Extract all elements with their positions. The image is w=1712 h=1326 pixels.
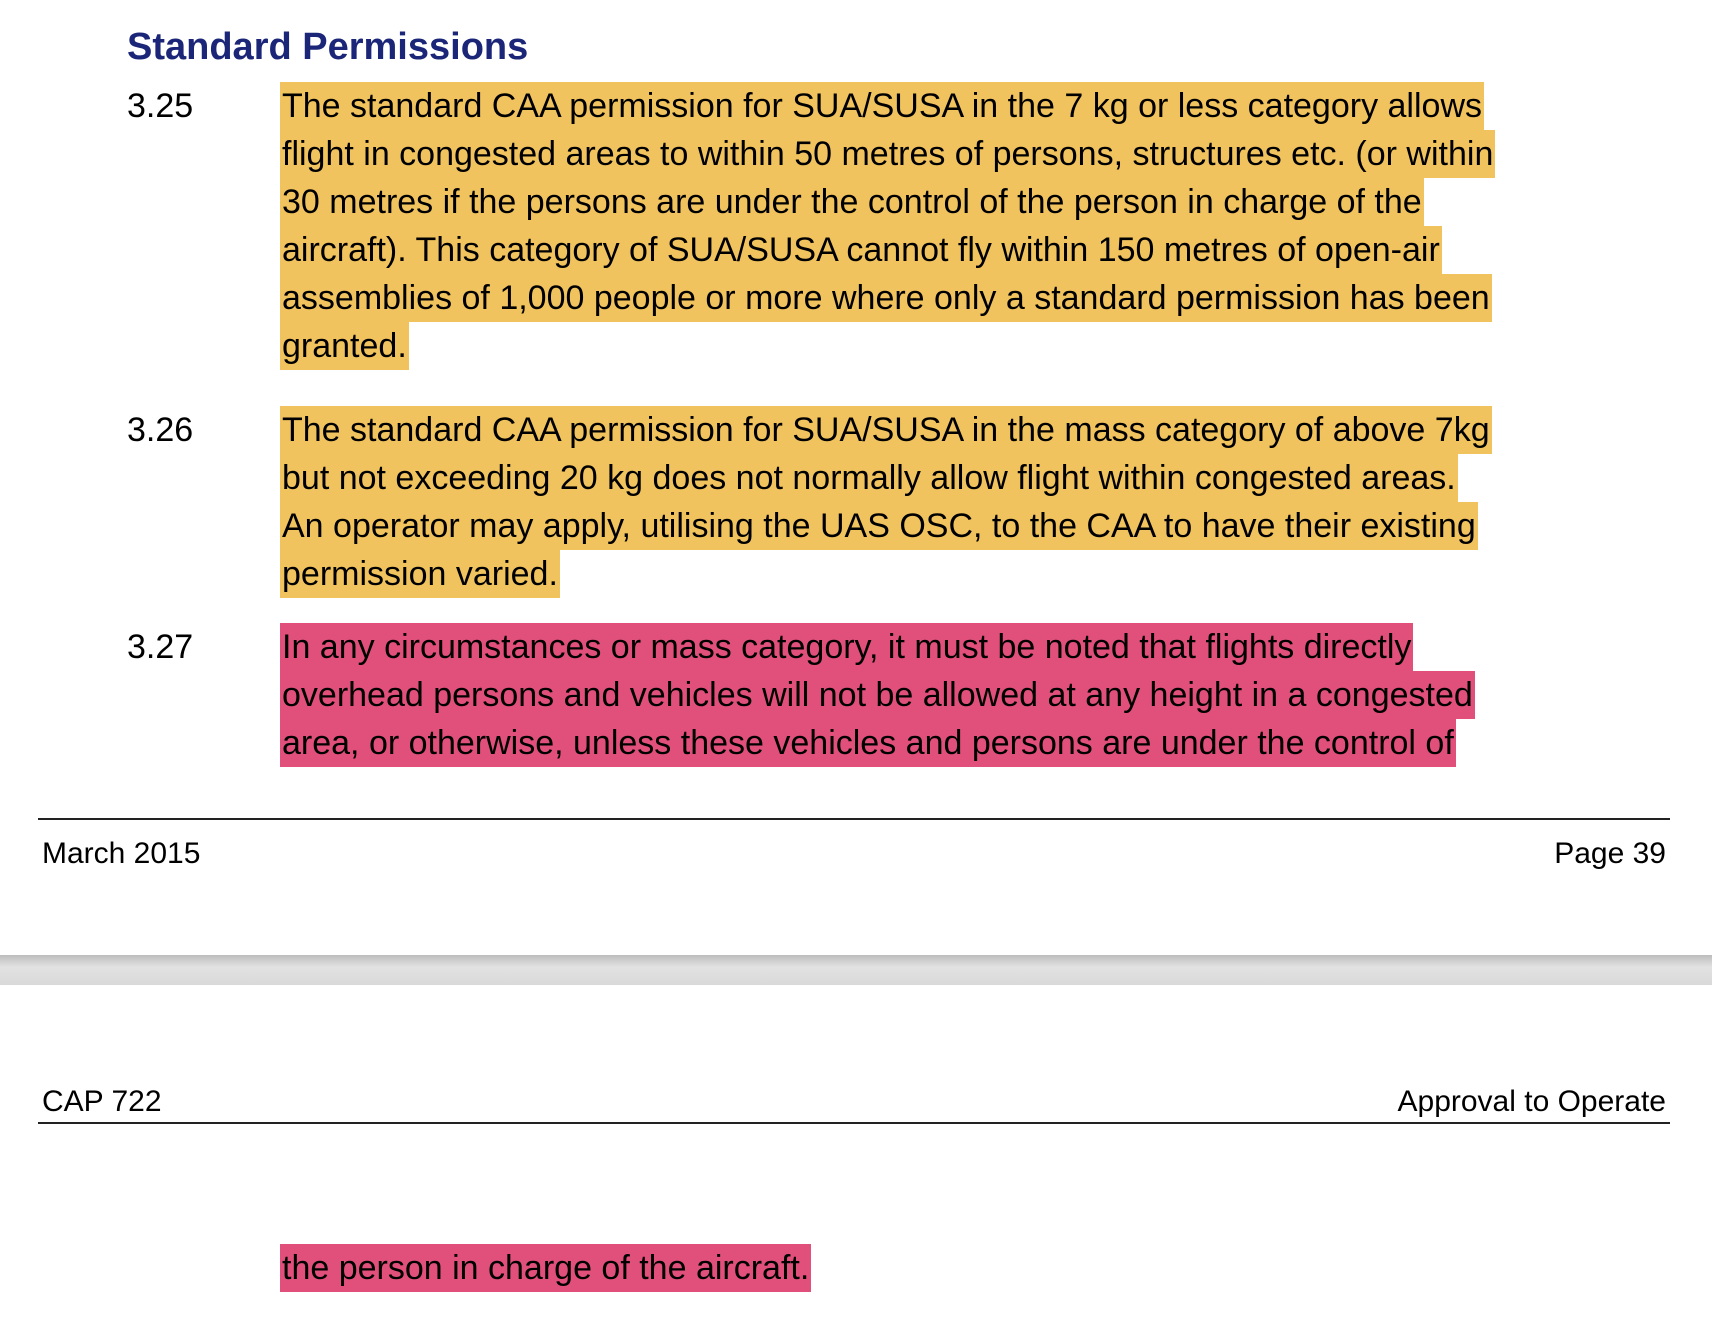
footer-page-number: Page 39 <box>1554 837 1666 870</box>
highlighted-line: 30 metres if the persons are under the control of the person in charge of the <box>280 178 1424 226</box>
paragraph-text <box>280 406 1600 598</box>
document-page-40 <box>0 985 1712 1326</box>
header-document-code: CAP 722 <box>42 1085 162 1118</box>
footer-rule <box>38 818 1670 820</box>
highlighted-line: flight in congested areas to within 50 metres of persons, structures etc. (or within <box>280 130 1495 178</box>
highlighted-line: granted. <box>280 322 409 370</box>
highlighted-line: In any circumstances or mass category, it must be noted that flights directly <box>280 623 1413 671</box>
footer-date: March 2015 <box>42 837 201 870</box>
highlighted-line: permission varied. <box>280 550 560 598</box>
paragraph-number: 3.25 <box>127 87 194 125</box>
highlighted-line: The standard CAA permission for SUA/SUSA in the 7 kg or less category allows <box>280 82 1484 130</box>
highlighted-line: area, or otherwise, unless these vehicles and persons are under the control of <box>280 719 1456 767</box>
paragraph-text <box>280 623 1600 767</box>
paragraph-number: 3.27 <box>127 628 194 666</box>
highlighted-line: An operator may apply, utilising the UAS OSC, to the CAA to have their existing <box>280 502 1478 550</box>
paragraph-number: 3.26 <box>127 411 194 449</box>
highlighted-line: aircraft). This category of SUA/SUSA cannot fly within 150 metres of open-air <box>280 226 1442 274</box>
header-rule <box>38 1122 1670 1124</box>
highlighted-line: overhead persons and vehicles will not be allowed at any height in a congested <box>280 671 1475 719</box>
highlighted-line: but not exceeding 20 kg does not normally allow flight within congested areas. <box>280 454 1458 502</box>
highlighted-line: the person in charge of the aircraft. <box>280 1244 811 1292</box>
paragraph-text <box>280 82 1600 370</box>
highlighted-line: assemblies of 1,000 people or more where only a standard permission has been <box>280 274 1492 322</box>
highlighted-line: The standard CAA permission for SUA/SUSA in the mass category of above 7kg <box>280 406 1492 454</box>
paragraph-text <box>280 1244 1600 1292</box>
page-separator <box>0 955 1712 985</box>
header-document-title: Approval to Operate <box>1397 1085 1666 1118</box>
section-heading: Standard Permissions <box>127 26 529 68</box>
